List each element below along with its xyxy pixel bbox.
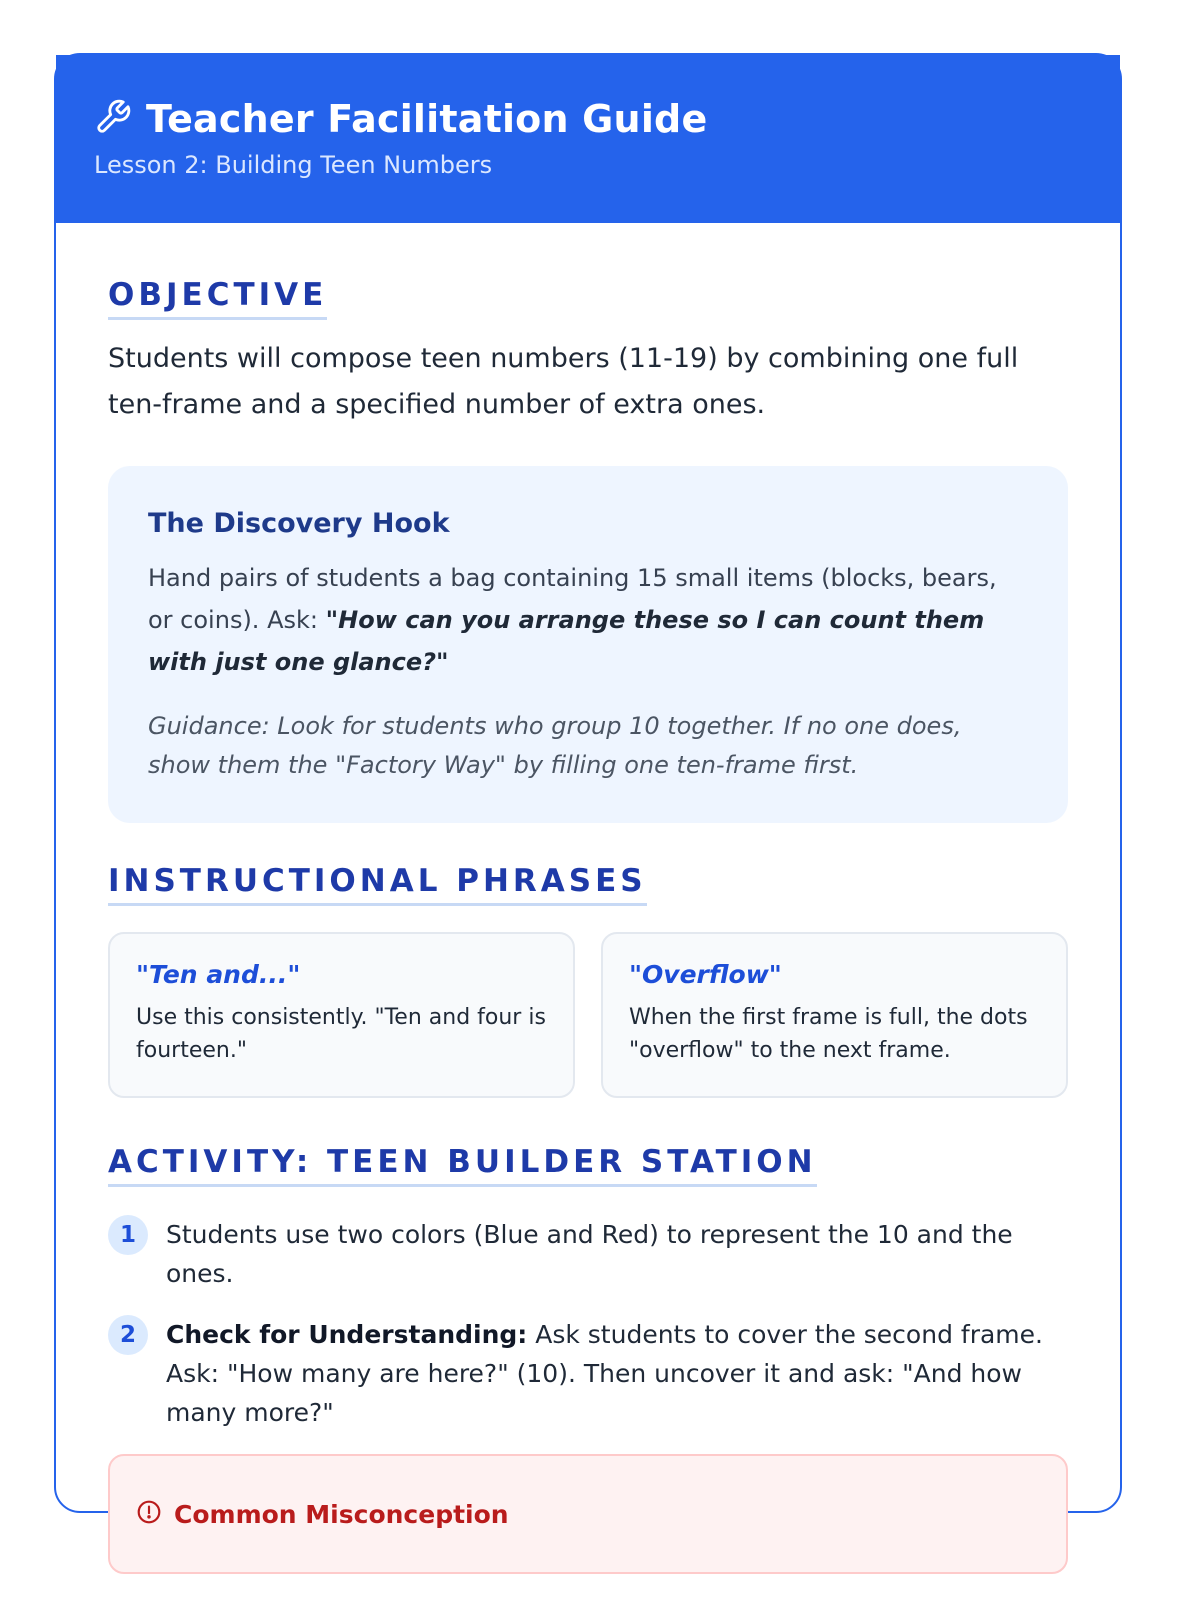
phrase-card	[108, 932, 575, 1098]
page-subtitle: Lesson 2: Building Teen Numbers	[94, 151, 493, 179]
hook-title: The Discovery Hook	[148, 508, 450, 539]
step-body: Ask students to cover the second frame. Ask: "How many are here?" (10). Then uncover it and ask: "And how many more?"	[166, 1320, 1043, 1427]
misconception-box	[108, 1454, 1068, 1574]
hook-intro: Hand pairs of students a bag containing 15 small items (blocks, bears, or coins). Ask:	[148, 564, 997, 634]
step-number: 2	[108, 1315, 148, 1355]
phrases-heading: INSTRUCTIONAL PHRASES	[108, 863, 647, 906]
activity-heading: ACTIVITY: TEEN BUILDER STATION	[108, 1144, 817, 1187]
hook-question: "How can you arrange these so I can count them with just one glance?"	[148, 606, 985, 676]
step-number: 1	[108, 1215, 148, 1255]
title-row	[94, 97, 1082, 141]
step-text	[166, 1215, 1068, 1293]
list-item	[108, 1215, 1068, 1293]
objective-text: Students will compose teen numbers (11-19) by combining one full ten-frame and a specified number of extra ones.	[108, 343, 1019, 420]
phrases-grid	[108, 932, 1068, 1098]
misconception-title: Common Misconception	[174, 1499, 509, 1529]
wrench-icon	[94, 98, 132, 140]
discovery-hook-box	[108, 466, 1068, 823]
step-text	[166, 1315, 1068, 1432]
guide-header	[56, 55, 1120, 223]
step-bold-label: Check for Understanding:	[166, 1320, 528, 1349]
list-item	[108, 1315, 1068, 1432]
hook-text	[148, 557, 1028, 683]
phrase-term: "Ten and..."	[136, 960, 301, 989]
objective-heading: OBJECTIVE	[108, 277, 327, 320]
alert-circle-icon	[136, 1499, 162, 1529]
guide-body	[56, 223, 1120, 1574]
phrase-desc: Use this consistently. "Ten and four is fourteen."	[136, 1005, 546, 1063]
activity-steps	[108, 1215, 1068, 1432]
step-body: Students use two colors (Blue and Red) to represent the 10 and the ones.	[166, 1220, 1013, 1288]
phrase-term: "Overflow"	[629, 960, 782, 989]
phrase-card	[601, 932, 1068, 1098]
phrase-desc: When the first frame is full, the dots "overflow" to the next frame.	[629, 1005, 1028, 1063]
hook-guidance: Guidance: Look for students who group 10 together. If no one does, show them the "Factory Way" by filling one ten-frame first.	[148, 712, 962, 779]
guide-card	[54, 53, 1122, 1529]
page-title: Teacher Facilitation Guide	[146, 97, 708, 141]
